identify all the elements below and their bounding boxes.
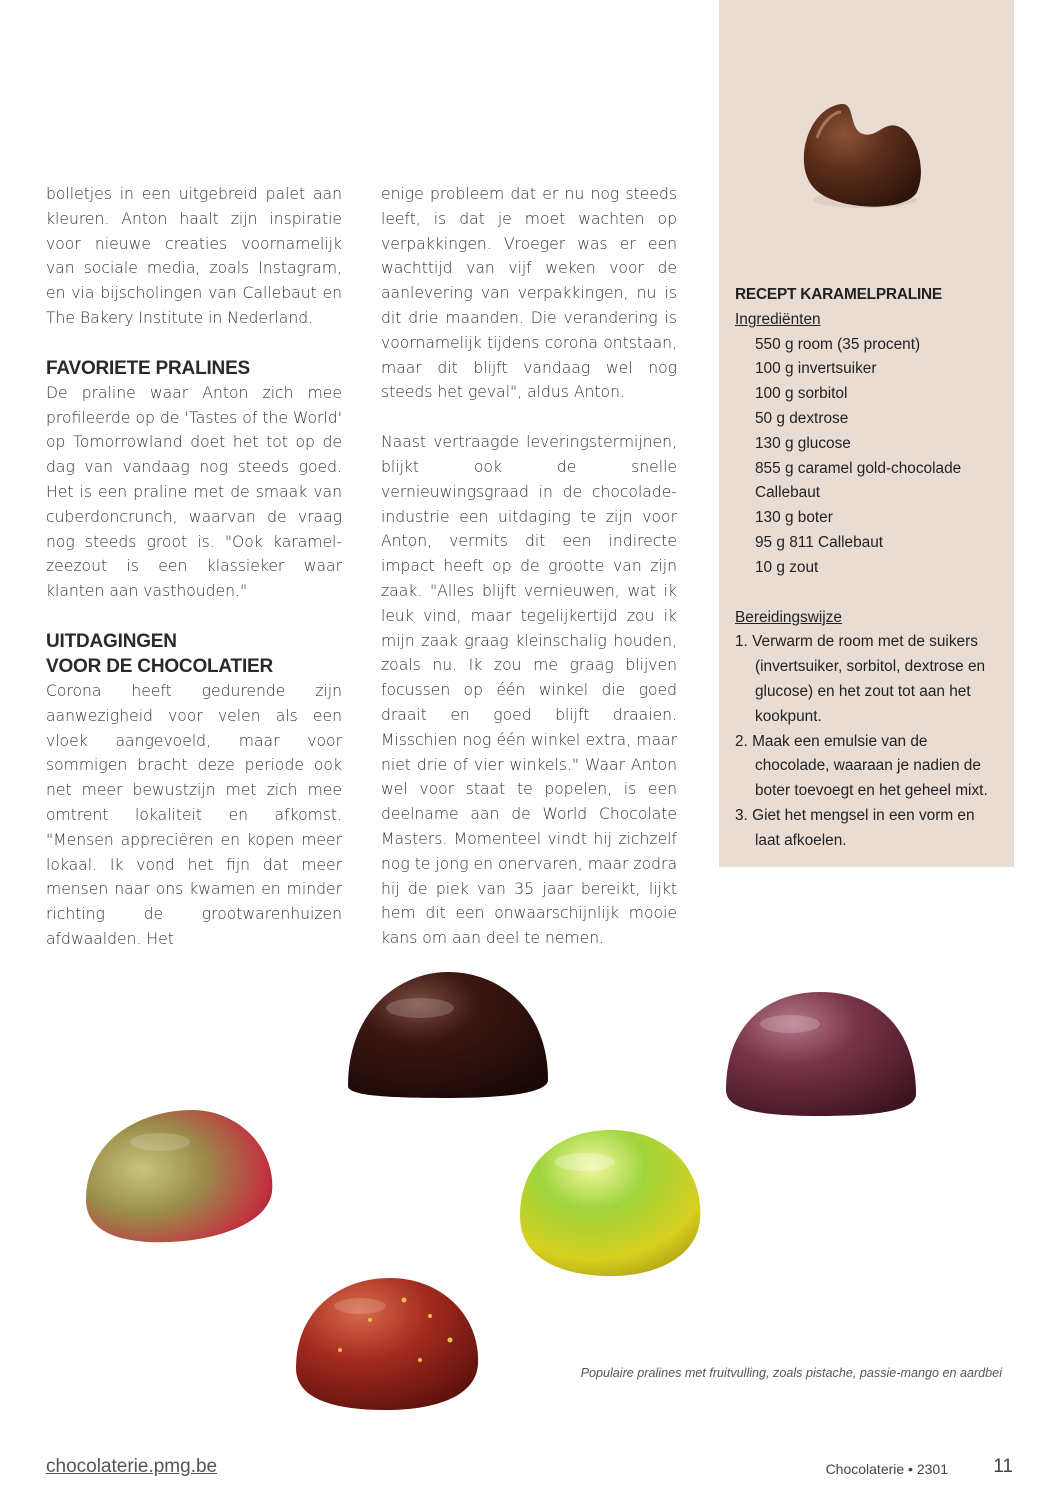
ingredients-list (735, 333, 1003, 581)
paragraph: enige probleem dat er nu nog steeds leeft, is dat je moet wachten op verpakkingen. Vroeger was er een wachttijd van vijf weken voor de aanlevering van verpakkingen, nu is dit drie maanden. Die verandering is voornamelijk tijdens corona ontstaan, maar dit blijft vandaag wel nog steeds het geval", aldus Anton. (381, 185, 677, 402)
method-step: 3. Giet het mengsel in een vorm en laat afkoelen. (735, 806, 975, 849)
footer-issue: Chocolaterie • 2301 (825, 1461, 948, 1477)
section-heading-favoriete: FAVORIETE PRALINES (46, 357, 251, 379)
paragraph: Naast vertraagde leveringstermijnen, blijkt ook de snelle vernieuwingsgraad in de chocolade-industrie een uitdaging te zijn voor Anton, vermits dit een indirecte impact heeft op de grootte van zijn zaak. "Alles blijft vernieuwen, wat ik leuk vind, maar tegelijkertijd zou ik mijn zaak graag kleinschalig houden, zoals nu. Ik zou me graag blijven focussen op één winkel die goed draait en goed blijft draaien. Misschien nog één winkel extra, maar niet drie of vier winkels." Waar Anton wel voor staat te popelen, is een deelname aan de World Chocolate Masters. Momenteel vindt hij zichzelf nog te jong en onervaren, maar zodra hij de piek van 35 jaar bereikt, lijkt hem dit een onwaarschijnlijk mooie kans om aan deel te nemen. (381, 433, 677, 948)
method-step: 1. Verwarm de room met de suikers (invertsuiker, sorbitol, dextrose en glucose) en het zout tot aan het kookpunt. (735, 633, 986, 725)
ingredient-item: 130 g glucose (755, 434, 851, 452)
ingredient-item: 550 g room (35 procent) (755, 335, 921, 353)
ingredient-item: 130 g boter (755, 509, 833, 527)
method-step: 2. Maak een emulsie van de chocolade, waaraan je nadien de boter toevoegt en het geheel mixt. (735, 732, 988, 800)
article-column-1 (46, 182, 342, 952)
caramel-praline-image (797, 100, 927, 215)
article-column-2 (381, 182, 677, 951)
ingredient-item: 95 g 811 Callebaut (755, 533, 884, 551)
heading-line-2: VOOR DE CHOCOLATIER (46, 655, 274, 677)
heading-line-1: UITDAGINGEN (46, 630, 177, 652)
ingredients-heading: Ingrediënten (735, 310, 821, 328)
photo-caption: Populaire pralines met fruitvulling, zoals pistache, passie-mango en aardbei (580, 1366, 1002, 1380)
page-number: 11 (993, 1456, 1013, 1477)
method-steps (735, 630, 1003, 853)
paragraph: De praline waar Anton zich mee profileerde op de 'Tastes of the World' op Tomorrowland doet het tot op de dag van vandaag nog steeds goed. Het is een praline met de smaak van cuberdoncrunch, waarvan de vraag nog steeds groot is. "Ook karamel-zeezout is een klassieker waar klanten aan vasthouden." (46, 383, 342, 601)
ingredient-item: 100 g sorbitol (755, 385, 848, 403)
paragraph: bolletjes in een uitgebreid palet aan kleuren. Anton haalt zijn inspiratie voor nieuwe creaties voornamelijk van sociale media, zoals Instagram, en via bijscholingen van Callebaut en The Bakery Institute in Nederland. (46, 185, 342, 327)
paragraph: Corona heeft gedurende zijn aanwezigheid voor velen als een vloek aangevoeld, maar voor sommigen bracht deze periode ook net meer bewustzijn met zich mee omtrent lokaliteit en afkomst. "Mensen appreciëren en kopen meer lokaal. Ik vond het fijn dat meer mensen naar ons kwamen en minder richting de grootwarenhuizen afdwaalden. Het (46, 681, 342, 948)
ingredient-item: 855 g caramel gold-chocolade Callebaut (755, 459, 962, 502)
recipe-title: RECEPT KARAMELPRALINE (735, 286, 943, 303)
ingredient-item: 10 g zout (755, 558, 819, 576)
recipe-body (735, 283, 1003, 854)
ingredient-item: 50 g dextrose (755, 409, 849, 427)
method-heading: Bereidingswijze (735, 608, 842, 626)
ingredient-item: 100 g invertsuiker (755, 360, 877, 378)
pralines-photo (0, 960, 1058, 1430)
footer-url-link[interactable]: chocolaterie.pmg.be (46, 1456, 218, 1477)
section-heading-uitdagingen (46, 629, 342, 679)
